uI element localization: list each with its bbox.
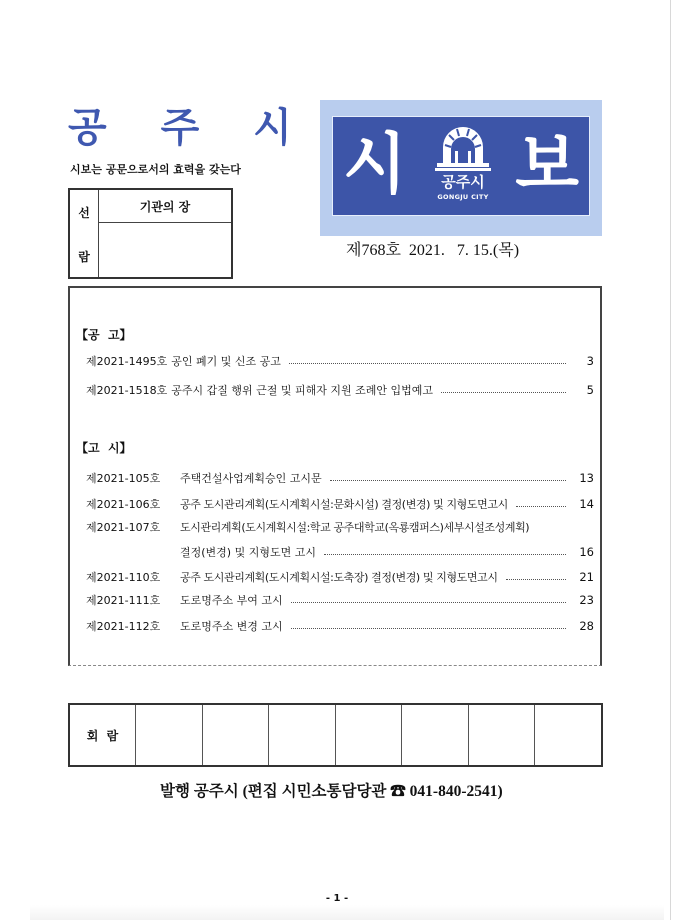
toc-item[interactable]: [86, 517, 594, 537]
item-title: 공주 도시관리계획(도시계획시설:문화시설) 결정(변경) 및 지형도면고시: [180, 498, 508, 511]
approval-label-top: 선: [78, 206, 90, 220]
item-number: 제2021-107호: [86, 521, 161, 534]
gazette-logo: [320, 100, 602, 236]
page-edge: [670, 0, 671, 920]
item-number: 제2021-112호: [86, 620, 161, 633]
motto: 시보는 공문으로서의 효력을 갖는다: [70, 163, 241, 176]
leader-dots: [330, 480, 566, 481]
item-page: 3: [586, 354, 594, 368]
arch-gate-icon: [423, 125, 503, 173]
issue-info: [346, 237, 519, 260]
leader-dots: [506, 579, 566, 580]
approval-head: 기관의 장: [99, 190, 231, 223]
item-page: 23: [579, 593, 594, 607]
item-number: 제2021-105호: [86, 472, 161, 485]
emblem-city: GONGJU CITY: [437, 193, 489, 201]
logo-panel: [332, 116, 590, 216]
section-heading-notices: 【공 고】: [76, 328, 132, 342]
table-of-contents: [68, 286, 602, 666]
item-number: 제2021-106호: [86, 498, 161, 511]
item-title-continued: 결정(변경) 및 지형도면 고시: [180, 546, 316, 559]
item-number: 제2021-1518호: [86, 384, 168, 397]
toc-item[interactable]: [86, 380, 594, 400]
leader-dots: [291, 602, 566, 603]
item-number: 제2021-111호: [86, 594, 161, 607]
item-page: 5: [586, 383, 594, 397]
issue-number: 제768호: [346, 242, 401, 259]
city-title: 공 주 시: [68, 105, 312, 151]
circulation-box: [68, 703, 603, 767]
leader-dots: [441, 392, 566, 393]
logo-left-char: 시: [343, 126, 407, 203]
circulation-cell: [535, 705, 601, 765]
circulation-cell: [402, 705, 469, 765]
emblem-name: 공주시: [441, 173, 485, 191]
toc-item[interactable]: [86, 494, 594, 514]
emblem: [423, 125, 503, 213]
circulation-cell: [269, 705, 336, 765]
issue-date: 2021. 7. 15.(목): [408, 242, 520, 259]
toc-item[interactable]: [86, 567, 594, 587]
circulation-cell: [469, 705, 536, 765]
item-title: 도로명주소 변경 고시: [180, 620, 283, 633]
item-title: 공주시 갑질 행위 근절 및 피해자 지원 조례안 입법예고: [171, 384, 433, 397]
item-title: 도시관리계획(도시계획시설:학교 공주대학교(옥룡캠퍼스)세부시설조성계획): [180, 521, 530, 534]
section-heading-announcements: 【고 시】: [76, 441, 132, 455]
toc-item[interactable]: [86, 468, 594, 488]
leader-dots: [291, 628, 566, 629]
item-title: 공주 도시관리계획(도시계획시설:도축장) 결정(변경) 및 지형도면고시: [180, 571, 498, 584]
approval-box: [68, 188, 233, 279]
toc-item-continuation[interactable]: [86, 542, 594, 562]
toc-item[interactable]: [86, 351, 594, 371]
page-number: - 1 -: [325, 893, 349, 904]
item-title: 도로명주소 부여 고시: [180, 594, 283, 607]
circulation-cell: [336, 705, 403, 765]
leader-dots: [289, 363, 566, 364]
item-page: 28: [579, 619, 594, 633]
leader-dots: [324, 554, 566, 555]
approval-label-bottom: 람: [78, 250, 90, 264]
approval-signature-area: [99, 223, 231, 277]
item-page: 13: [579, 471, 594, 485]
publisher-info: 발행 공주시 (편집 시민소통담당관 ☎ 041-840-2541): [160, 783, 503, 800]
toc-item[interactable]: [86, 616, 594, 636]
logo-right-char: 보: [515, 126, 579, 203]
item-title: 주택건설사업계획승인 고시문: [180, 472, 322, 485]
circulation-cell: [136, 705, 203, 765]
circulation-label: 회 람: [70, 705, 136, 765]
item-number: 제2021-1495호: [86, 355, 168, 368]
leader-dots: [516, 506, 566, 507]
approval-label: [70, 190, 99, 277]
circulation-cell: [203, 705, 270, 765]
item-number: 제2021-110호: [86, 571, 161, 584]
item-title: 공인 폐기 및 신조 공고: [171, 355, 281, 368]
toc-item[interactable]: [86, 590, 594, 610]
page-bottom-shadow: [30, 905, 664, 920]
item-page: 14: [579, 497, 594, 511]
item-page: 16: [579, 545, 594, 559]
item-page: 21: [579, 570, 594, 584]
